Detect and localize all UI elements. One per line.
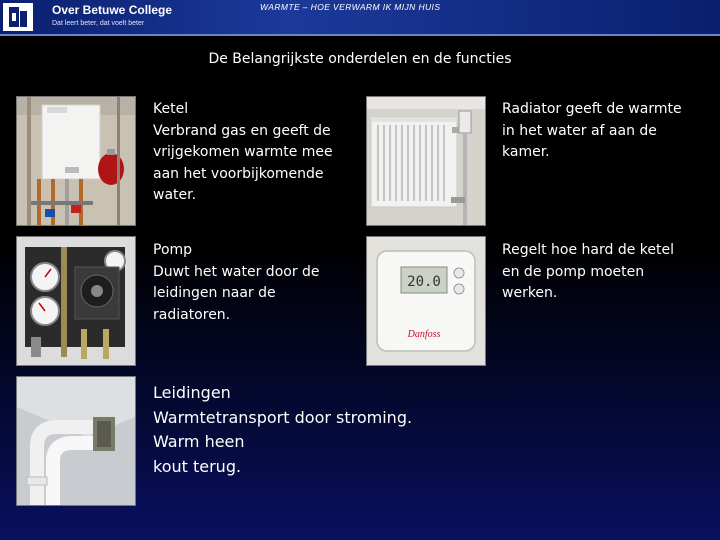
radiator-photo: [366, 96, 486, 226]
radiator-description: [502, 99, 682, 164]
pump-description: [153, 240, 320, 326]
radiator-line: kamer.: [502, 144, 550, 160]
header-divider: [0, 34, 720, 36]
pump-photo: [16, 236, 136, 366]
thermostat-line: Regelt hoe hard de ketel: [502, 242, 675, 258]
header-bar: [0, 0, 720, 34]
pump-line: Duwt het water door de: [153, 263, 320, 280]
thermostat-line: en de pomp moeten: [502, 263, 645, 280]
thermostat-display-value: 20.0: [407, 274, 441, 290]
radiator-line: in het water af aan de: [502, 122, 657, 139]
pump-line: radiatoren.: [153, 306, 231, 323]
boiler-line: Ketel: [153, 101, 189, 117]
boiler-line: Verbrand gas en geeft de: [153, 122, 331, 139]
college-logo-icon: [3, 3, 33, 31]
boiler-line: vrijgekomen warmte mee: [153, 144, 333, 160]
boiler-line: water.: [153, 187, 197, 203]
boiler-description: [153, 99, 333, 207]
pump-line: leidingen naar de: [153, 285, 276, 301]
pipes-line: kout terug.: [153, 456, 242, 476]
thermostat-photo: [366, 236, 486, 366]
pipes-line: Leidingen: [153, 383, 231, 402]
pipes-line: Warm heen: [153, 432, 245, 451]
pipes-description: [153, 381, 412, 479]
thermostat-brand-label: Danfoss: [407, 329, 441, 340]
pump-line: Pomp: [153, 242, 193, 258]
pipes-line: Warmtetransport door stroming.: [153, 407, 413, 427]
header-title: WARMTE – HOE VERWARM IK MIJN HUIS: [260, 2, 441, 12]
college-name: Over Betuwe College: [52, 3, 173, 17]
radiator-line: Radiator geeft de warmte: [502, 101, 682, 117]
thermostat-line: werken.: [502, 285, 558, 301]
boiler-photo: [16, 96, 136, 226]
slide-title: De Belangrijkste onderdelen en de functies: [208, 51, 512, 67]
college-slogan: Dat leert beter, dat voelt beter: [52, 20, 145, 27]
boiler-line: aan het voorbijkomende: [153, 165, 324, 182]
pipes-photo: [16, 376, 136, 506]
thermostat-description: [502, 240, 674, 305]
